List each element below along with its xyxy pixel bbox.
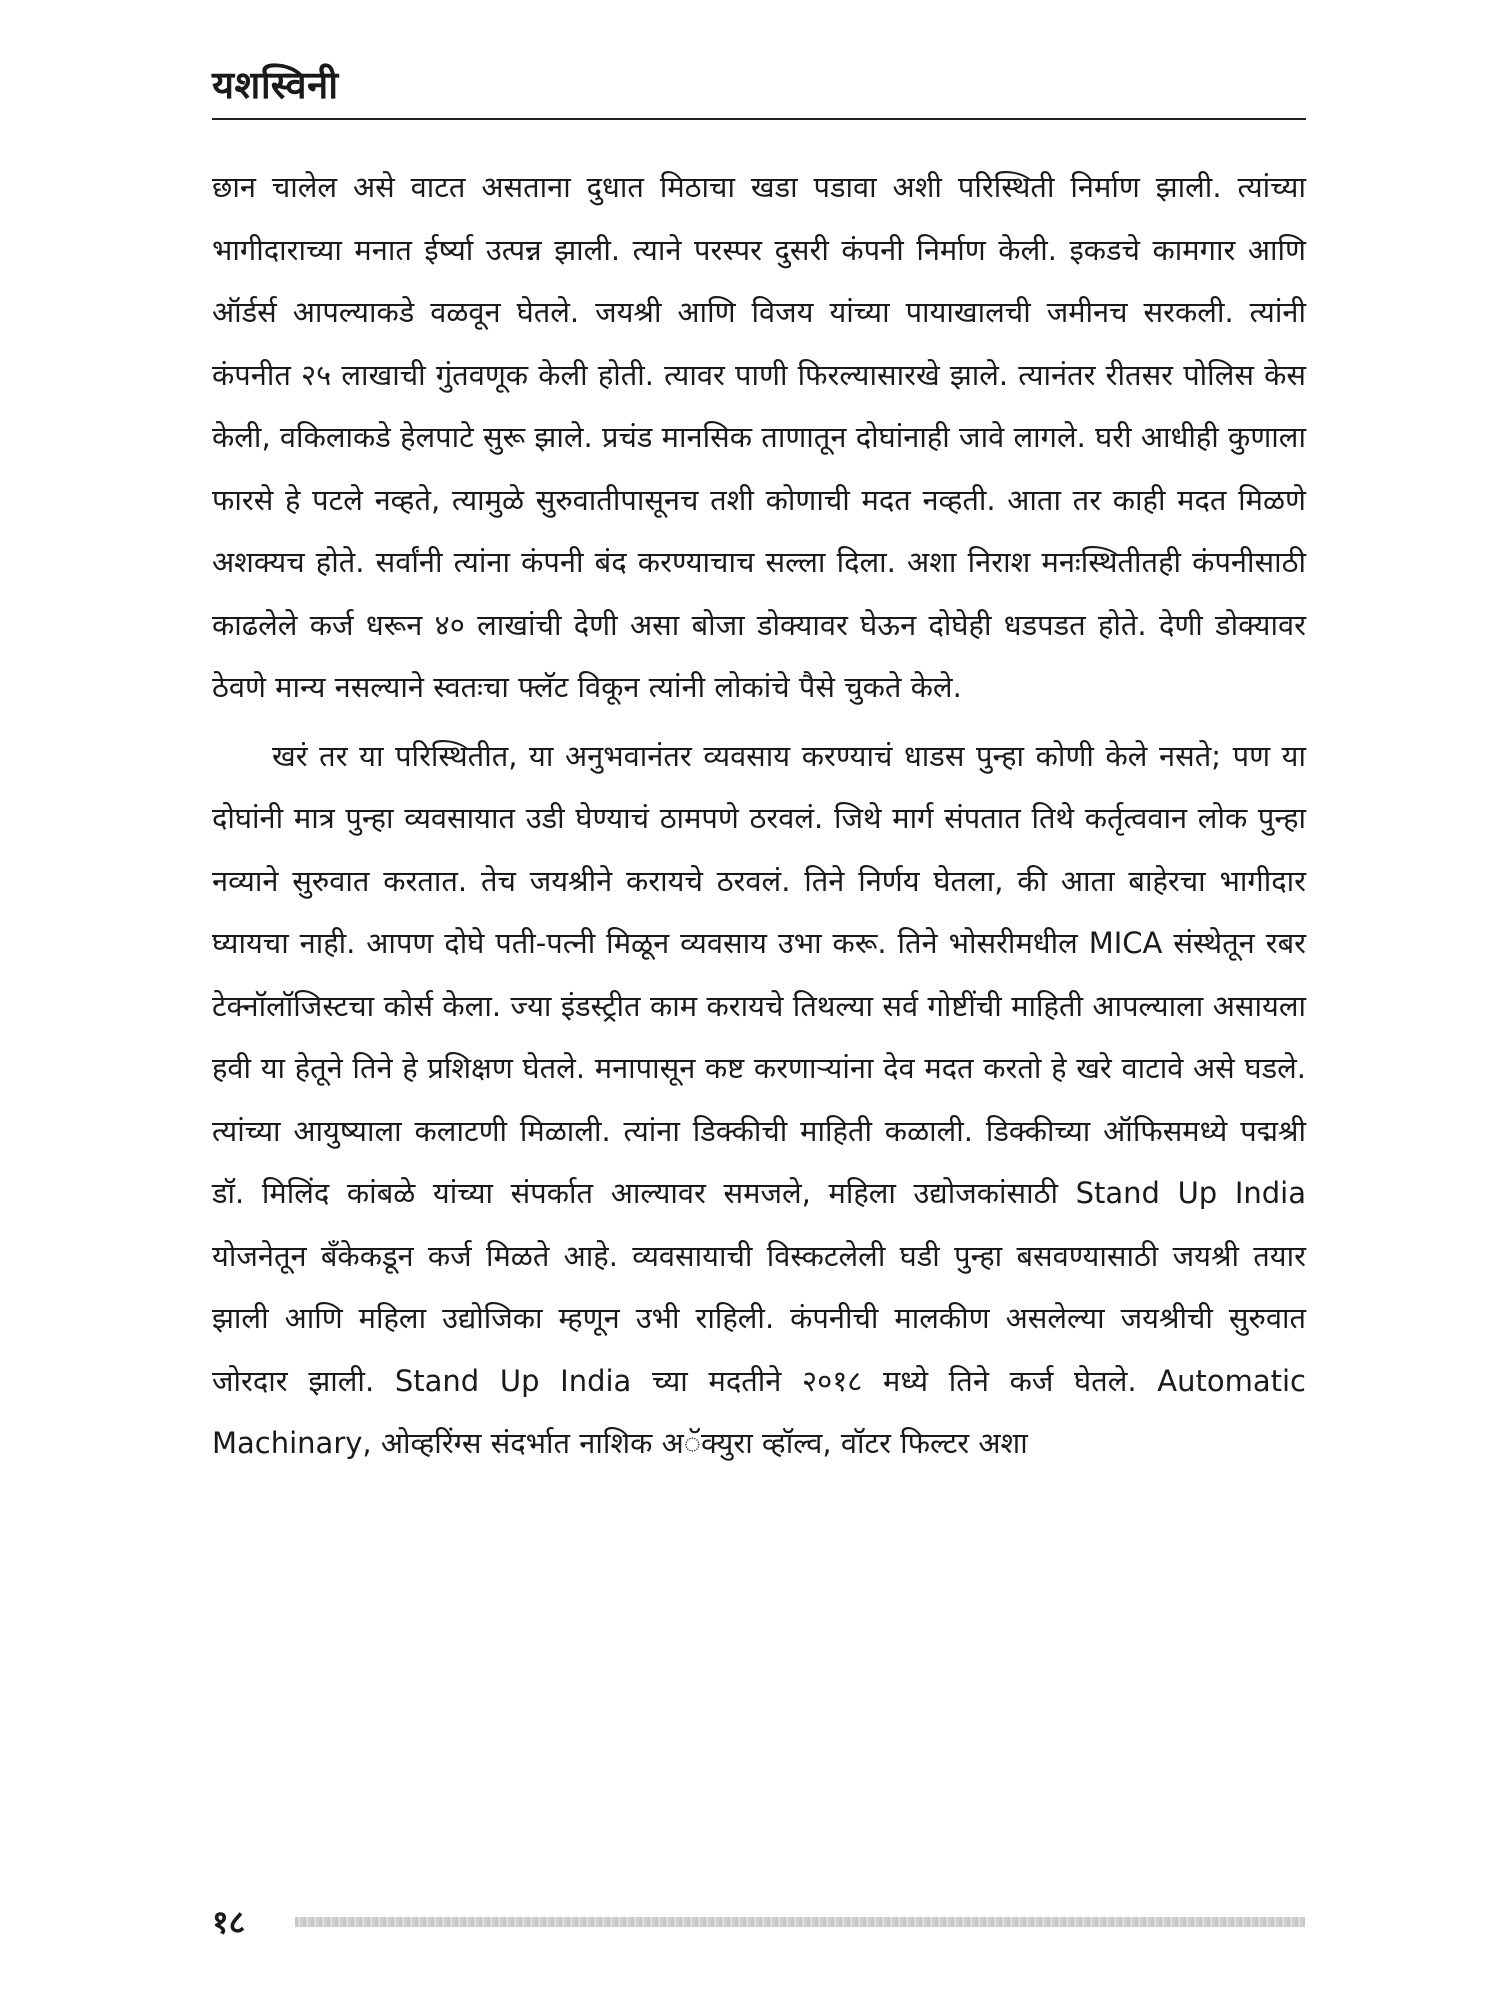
page-number: १८ [212, 1903, 246, 1941]
header-divider [212, 118, 1306, 120]
paragraph: छान चालेल असे वाटत असताना दुधात मिठाचा खडा पडावा अशी परिस्थिती निर्माण झाली. त्यांच्या भागीदाराच्या मनात ईर्ष्या उत्पन्न झाली. त्याने परस्पर दुसरी कंपनी निर्माण केली. इकडचे कामगार आणि ऑर्डर्स आपल्याकडे वळवून घेतले. जयश्री आणि विजय यांच्या पायाखालची जमीनच सरकली. त्यांनी कंपनीत २५ लाखाची गुंतवणूक केली होती. त्यावर पाणी फिरल्यासारखे झाले. त्यानंतर रीतसर पोलिस केस केली, वकिलाकडे हेलपाटे सुरू झाले. प्रचंड मानसिक ताणातून दोघांनाही जावे लागले. घरी आधीही कुणाला फारसे हे पटले नव्हते, त्यामुळे सुरुवातीपासूनच तशी कोणाची मदत नव्हती. आता तर काही मदत मिळणे अशक्यच होते. सर्वांनी त्यांना कंपनी बंद करण्याचाच सल्ला दिला. अशा निराश मनःस्थितीतही कंपनीसाठी काढलेले कर्ज धरून ४० लाखांची देणी असा बोजा डोक्यावर घेऊन दोघेही धडपडत होते. देणी डोक्यावर ठेवणे मान्य नसल्याने स्वतःचा फ्लॅट विकून त्यांनी लोकांचे पैसे चुकते केले. [212, 170, 1306, 704]
body-text [212, 156, 1306, 1475]
running-head: यशस्विनी [212, 63, 339, 107]
paragraph: खरं तर या परिस्थितीत, या अनुभवानंतर व्यवसाय करण्याचं धाडस पुन्हा कोणी केले नसते; पण या दोघांनी मात्र पुन्हा व्यवसायात उडी घेण्याचं ठामपणे ठरवलं. जिथे मार्ग संपतात तिथे कर्तृत्ववान लोक पुन्हा नव्याने सुरुवात करतात. तेच जयश्रीने करायचे ठरवलं. तिने निर्णय घेतला, की आता बाहेरचा भागीदार घ्यायचा नाही. आपण दोघे पती-पत्नी मिळून व्यवसाय उभा करू. तिने भोसरीमधील MICA संस्थेतून रबर टेक्नॉलॉजिस्टचा कोर्स केला. ज्या इंडस्ट्रीत काम करायचे तिथल्या सर्व गोष्टींची माहिती आपल्याला असायला हवी या हेतूने तिने हे प्रशिक्षण घेतले. मनापासून कष्ट करणाऱ्यांना देव मदत करतो हे खरे वाटावे असे घडले. त्यांच्या आयुष्याला कलाटणी मिळाली. त्यांना डिक्कीची माहिती कळाली. डिक्कीच्या ऑफिसमध्ये पद्मश्री डॉ. मिलिंद कांबळे यांच्या संपर्कात आल्यावर समजले, महिला उद्योजकांसाठी Stand Up India योजनेतून बँकेकडून कर्ज मिळते आहे. व्यवसायाची विस्कटलेली घडी पुन्हा बसवण्यासाठी जयश्री तयार झाली आणि महिला उद्योजिका म्हणून उभी राहिली. कंपनीची मालकीण असलेल्या जयश्रीची सुरुवात जोरदार झाली. Stand Up India च्या मदतीने २०१८ मध्ये तिने कर्ज घेतले. Automatic Machinary, ओव्हरिंग्स संदर्भात नाशिक अॅक्युरा व्हॉल्व, वॉटर फिल्टर अशा [212, 738, 1306, 1460]
footer-divider [295, 1917, 1305, 1927]
